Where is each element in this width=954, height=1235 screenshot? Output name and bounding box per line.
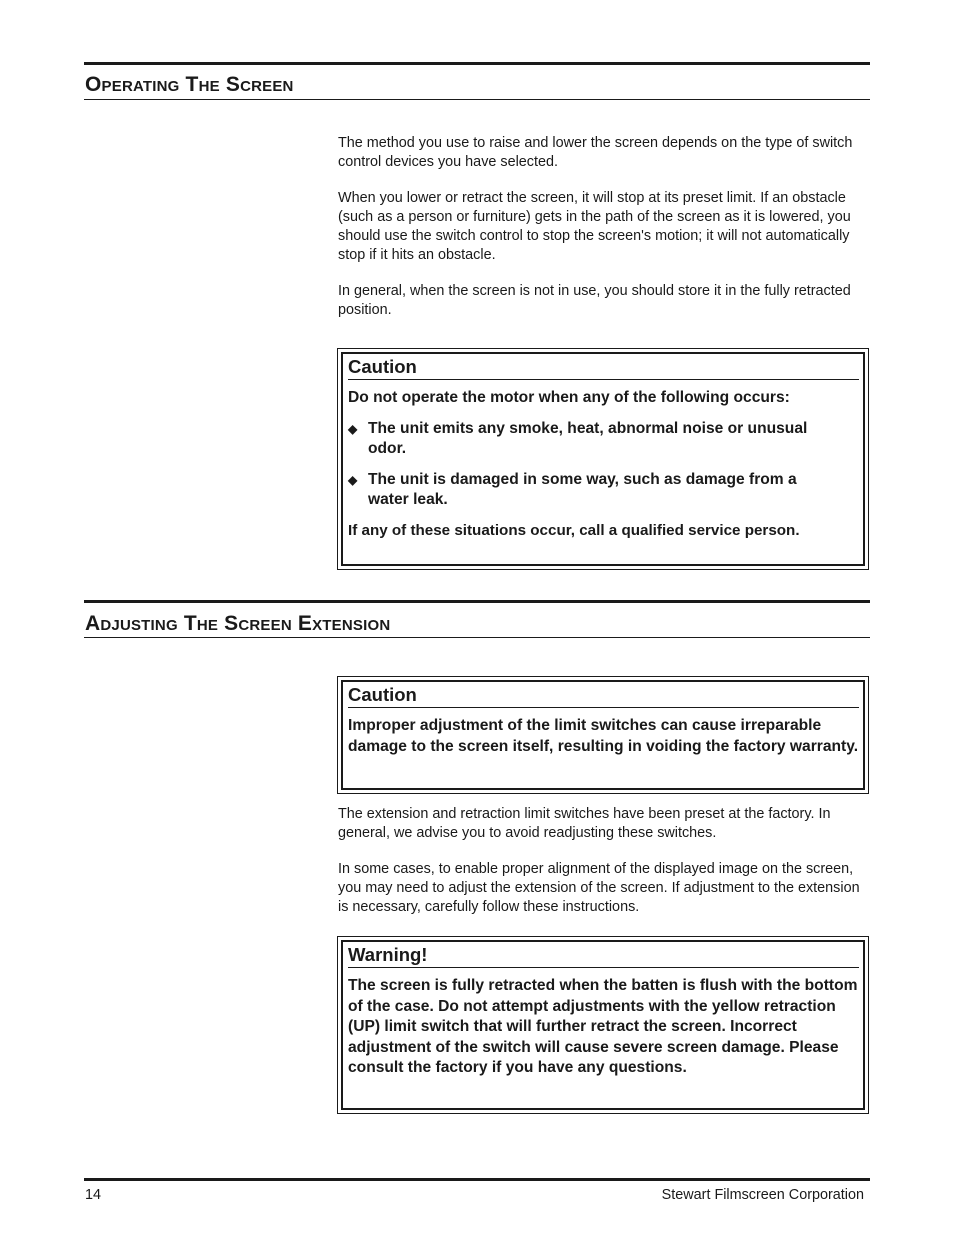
caution-intro: Do not operate the motor when any of the following occurs: xyxy=(348,389,790,406)
paragraph: In general, when the screen is not in use, you should store it in the fully retracted position. xyxy=(338,283,851,318)
warning-text: The screen is fully retracted when the batten is flush with the bottom of the case. Do not attempt adjustments with the yellow retraction (UP) limit switch that will further retract the screen. Incorrect adjustment of the switch will cause severe screen damage. Please consult the factory if you have any questions. xyxy=(348,977,858,1077)
diamond-bullet-icon: ◆ xyxy=(348,421,358,436)
section-bottom-rule xyxy=(84,637,870,638)
page-number: 14 xyxy=(85,1187,102,1203)
caution-bullet xyxy=(348,470,859,511)
caution-text: Improper adjustment of the limit switches can cause irreparable damage to the screen itself, resulting in voiding the factory warranty. xyxy=(348,717,859,755)
warning-box xyxy=(337,936,869,1114)
bullet-text: The unit emits any smoke, heat, abnormal noise or unusual odor. xyxy=(368,419,808,458)
bullet-text: The unit is damaged in some way, such as damage from a water leak. xyxy=(368,470,797,509)
caution-closing: If any of these situations occur, call a qualified service person. xyxy=(348,521,800,539)
footer-rule xyxy=(84,1178,870,1181)
paragraph: In some cases, to enable proper alignment of the displayed image on the screen, you may need to adjust the extension of the screen. If adjustment to the extension is necessary, carefully follow these instructions. xyxy=(338,861,860,915)
paragraph: The extension and retraction limit switches have been preset at the factory. In general, we advise you to avoid readjusting these switches. xyxy=(338,806,831,841)
section-top-rule xyxy=(84,600,870,603)
caution-box xyxy=(337,676,869,794)
footer-company: Stewart Filmscreen Corporation xyxy=(661,1187,864,1203)
paragraph: The method you use to raise and lower the screen depends on the type of switch control devices you have selected. xyxy=(338,135,853,170)
section-title-adjusting: Adjusting The Screen Extension xyxy=(85,612,391,635)
caution-title: Caution xyxy=(348,684,859,708)
caution-bullet xyxy=(348,419,859,460)
paragraph: When you lower or retract the screen, it will stop at its preset limit. If an obstacle (such as a person or furniture) gets in the path of the screen as it is lowered, you should use the switch control to stop the screen's motion; it will not automatically stop if it hits an obstacle. xyxy=(338,190,851,263)
section-bottom-rule xyxy=(84,99,870,100)
diamond-bullet-icon: ◆ xyxy=(348,472,358,487)
warning-title: Warning! xyxy=(348,944,859,968)
caution-box xyxy=(337,348,869,570)
caution-title: Caution xyxy=(348,356,859,380)
section-top-rule xyxy=(84,62,870,65)
section-title-operating: Operating The Screen xyxy=(85,73,294,96)
